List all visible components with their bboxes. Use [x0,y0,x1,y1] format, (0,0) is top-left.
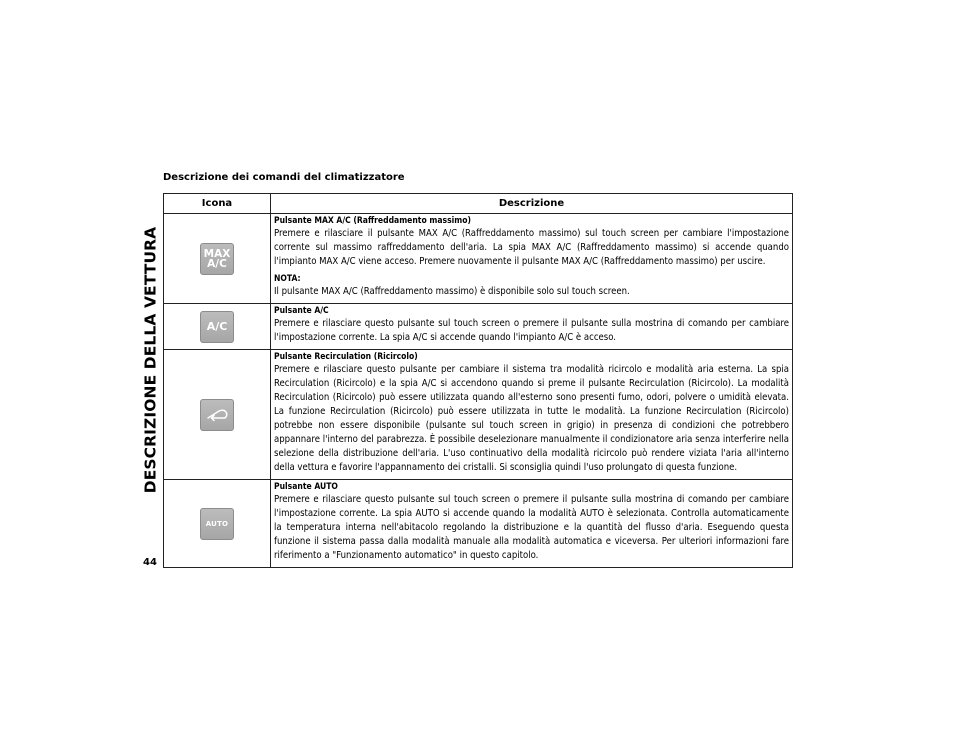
description-cell [271,350,793,480]
row-text: Premere e rilasciare il pulsante MAX A/C (Raffreddamento massimo) sul touch screen per cambiare l'impostazione corrente sul massimo raffreddamento dell'aria. La spia MAX A/C (Raffreddamento massimo) si accende quando l'impianto MAX A/C viene acceso. Premere nuovamente il pulsante MAX A/C (Raffreddamento massimo) per uscire. [274,228,789,267]
max-ac-icon-line-2: A/C [207,257,227,270]
table-header-row [164,194,793,214]
description-cell [271,214,793,304]
icon-cell [164,304,271,350]
recirculation-button-icon [200,399,234,431]
table-row-max-ac [164,214,793,304]
row-title: Pulsante Recirculation (Ricircolo) [274,352,418,362]
icon-cell [164,350,271,480]
row-title: Pulsante A/C [274,306,329,316]
note-text: Il pulsante MAX A/C (Raffreddamento massimo) è disponibile solo sul touch screen. [274,286,630,297]
row-title: Pulsante AUTO [274,482,338,492]
recirculation-arrow-icon [205,408,229,422]
table-row-ac [164,304,793,350]
climate-controls-table [163,193,793,568]
note-label: NOTA: [274,274,301,284]
row-text: Premere e rilasciare questo pulsante sul touch screen o premere il pulsante sulla mostrina di comando per cambiare l'impostazione corrente. La spia A/C si accende quando l'impianto A/C è acceso. [274,318,789,343]
auto-button-icon: AUTO [200,508,234,540]
section-title: Descrizione dei comandi del climatizzatore [163,172,405,183]
row-text: Premere e rilasciare questo pulsante per cambiare il sistema tra modalità ricircolo e modalità aria esterna. La spia Recirculation (Ricircolo) e la spia A/C si accendono quando si preme il pulsante Recirculation (Ricircolo). La modalità Recirculation (Ricircolo) può essere utilizzata quando all'esterno sono presenti fumo, odori, polvere o umidità elevata. La funzione Recirculation (Ricircolo) può essere utilizzata in tutte le modalità. La funzione Recirculation (Ricircolo) potrebbe non essere disponibile (pulsante sul touch screen in grigio) in presenza di condizioni che potrebbero appannare l'interno del parabrezza. È possibile deselezionare manualmente il condizionatore aria senza interferire nella selezione della distribuzione dell'aria. L'uso continuativo della modalità ricircolo può rendere viziata l'aria all'interno della vettura e favorire l'appannamento dei cristalli. Si sconsiglia quindi l'uso prolungato di questa funzione. [274,364,789,473]
max-ac-button-icon [200,243,234,275]
row-text: Premere e rilasciare questo pulsante sul touch screen o premere il pulsante sulla mostrina di comando per cambiare l'impostazione corrente. La spia AUTO si accende quando la modalità AUTO è selezionata. Controlla automaticamente la temperatura interna nell'abitacolo regolando la distribuzione e la quantità del flusso d'aria. Eseguendo questa funzione il sistema passa dalla modalità manuale alla modalità automatica e viceversa. Per ulteriori informazioni fare riferimento a "Funzionamento automatico" in questo capitolo. [274,494,789,561]
row-title: Pulsante MAX A/C (Raffreddamento massimo) [274,216,471,226]
header-description: Descrizione [271,194,793,214]
table-row-recirculation [164,350,793,480]
icon-cell [164,480,271,568]
page-number: 44 [143,557,157,568]
side-chapter-title [138,170,162,550]
max-ac-icon-line-1: MAX [203,247,231,260]
icon-cell [164,214,271,304]
side-chapter-title-text: DESCRIZIONE DELLA VETTURA [141,226,160,494]
description-cell [271,480,793,568]
ac-button-icon: A/C [200,311,234,343]
header-icon: Icona [164,194,271,214]
table-row-auto [164,480,793,568]
description-cell [271,304,793,350]
